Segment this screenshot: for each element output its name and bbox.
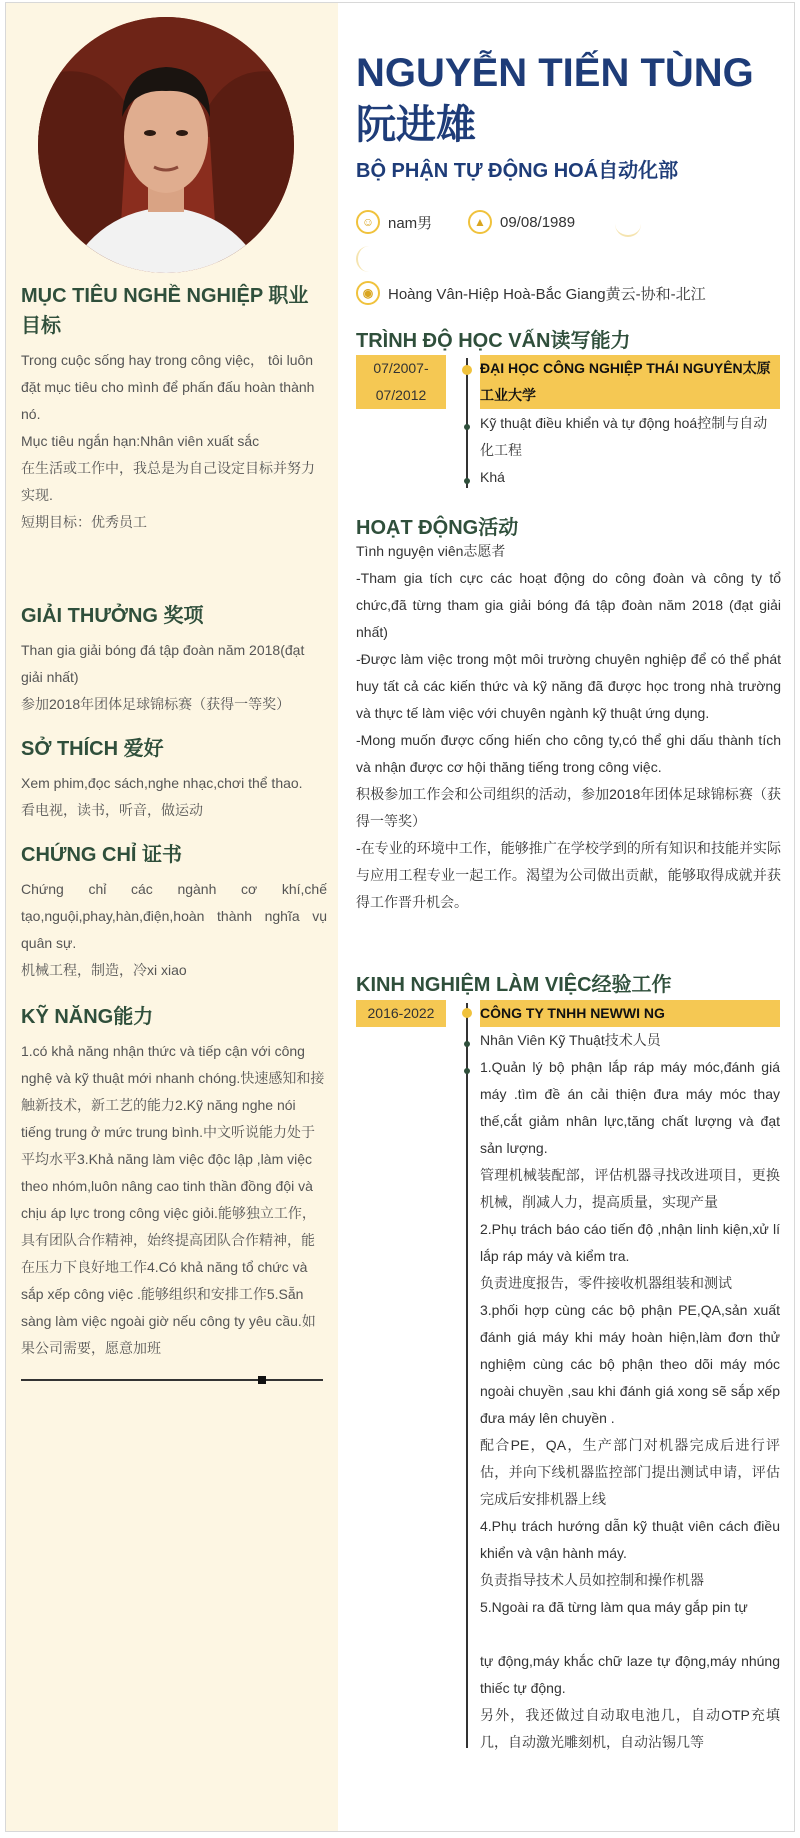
experience-title: KINH NGHIỆM LÀM VIỆC经验工作 [356, 974, 672, 996]
certificates-title: CHỨNG CHỈ 证书 [21, 844, 183, 866]
hobbies-line: Xem phim,đọc sách,nghe nhạc,chơi thể thao. [21, 775, 303, 791]
faded-icon [615, 211, 641, 237]
objective-line: Trong cuộc sống hay trong công việc， tôi luôn đặt mục tiêu cho mình để phấn đấu hoàn thành nó. [21, 352, 315, 422]
certificates-line: Chứng chỉ các ngành cơ khí,chế tạo,nguội,phay,hàn,điện,hoàn thành nghĩa vụ quân sự. [21, 881, 327, 951]
skill-level-bar [21, 1379, 323, 1381]
experience-detail-line: 3.phối hợp cùng các bộ phận PE,QA,sản xuất đánh giá máy khi máy hoàn hiện,làm đơn thử nghiệm cùng các bộ phận theo dõi máy móc ngoài chuyền ,sau khi đánh giá xong sẽ sắp xếp đưa máy lên chuyền . [480, 1302, 780, 1426]
education-title: TRÌNH ĐỘ HỌC VẤN读写能力 [356, 330, 631, 352]
gender-value: nam男 [388, 214, 433, 232]
skills-text: 1.có khả năng nhận thức và tiếp cận với công nghệ và kỹ thuật mới nhanh chóng.快速感知和接触新技术，新工艺的能力2.Kỹ năng nghe nói tiếng trung ở mức trung bình.中文听说能力处于平均水平3.Khả năng làm việc độc lập ,làm việc theo nhóm,luôn nâng cao tinh thần đồng đội và chịu áp lực trong công việc giỏi.能够独立工作，具有团队合作精神，始终提高团队合作精神，能在压力下良好地工作4.Có khả năng tổ chức và sắp xếp công việc .能够组织和安排工作5.Sẵn sàng làm việc ngoài giờ nếu công ty yêu cầu.如果公司需要，愿意加班 [21, 1043, 325, 1356]
education-major: Kỹ thuật điều khiển và tự động hoá控制与自动化工程 [480, 415, 768, 458]
awards-line: 参加2018年团体足球锦标赛（获得一等奖） [21, 696, 291, 712]
education-timeline-dot [464, 478, 470, 484]
experience-detail-line: 4.Phụ trách hướng dẫn kỹ thuật viên cách điều khiển và vận hành máy. [480, 1518, 780, 1561]
profile-photo [38, 17, 294, 273]
experience-detail-line: 负责进度报告，零件接收机器组装和测试 [480, 1275, 732, 1291]
education-timeline-dot [462, 365, 472, 375]
awards-section [21, 601, 327, 718]
experience-details [480, 1054, 780, 1756]
experience-timeline-dot [464, 1068, 470, 1074]
experience-timeline-dot [464, 1041, 470, 1047]
birthdate-value: 09/08/1989 [500, 213, 576, 231]
activity-line: 积极参加工作会和公司组织的活动，参加2018年团体足球锦标赛（获得一等奖） [356, 786, 781, 829]
education-grade: Khá [480, 469, 505, 485]
candidate-name: NGUYỄN TIẾN TÙNG阮进雄 [356, 51, 754, 147]
objective-section [21, 281, 327, 536]
education-timeline [466, 358, 468, 488]
faded-icon [356, 246, 382, 272]
person-icon: ☺ [356, 210, 380, 234]
experience-date: 2016-2022 [356, 1000, 446, 1027]
awards-line: Than gia giải bóng đá tập đoàn năm 2018(đạt giải nhất) [21, 642, 305, 685]
certificates-line: 机械工程，制造，冷xi xiao [21, 962, 187, 978]
resume-page [5, 2, 795, 1832]
experience-detail-line: 1.Quản lý bộ phận lắp ráp máy móc,đánh giá máy .tìm đề án cải thiện đưa máy móc thay thế,cắt giảm nhân lực,tăng chất lượng và đạt sản lượng. [480, 1059, 780, 1156]
sidebar [6, 3, 338, 1831]
experience-detail-line: tự động,máy khắc chữ laze tự động,máy nhúng thiếc tự động. [480, 1653, 780, 1696]
skills-title: KỸ NĂNG能力 [21, 1006, 154, 1028]
profile-photo-image [38, 17, 294, 273]
objective-title: MỤC TIÊU NGHỀ NGHIỆP 职业目标 [21, 285, 309, 337]
skills-section [21, 1002, 327, 1362]
department-title: BỘ PHẬN TỰ ĐỘNG HOÁ自动化部 [356, 160, 679, 182]
activity-line: -Mong muốn được cống hiến cho công ty,có thể ghi dấu thành tích và nhận được cơ hội thăng tiếng trong công việc. [356, 732, 781, 775]
experience-detail-line: 5.Ngoài ra đã từng làm qua máy gắp pin tự [480, 1599, 748, 1615]
experience-timeline-dot [462, 1008, 472, 1018]
gender-info [356, 210, 432, 234]
experience-detail-line: 配合PE，QA，生产部门对机器完成后进行评估，并向下线机器监控部门提出测试申请，评估完成后安排机器上线 [480, 1437, 780, 1507]
activity-line: -Được làm việc trong một môi trường chuyên nghiệp để có thể phát huy tất cả các kiến thức và kỹ năng đã được học trong nhà trường và thực tế làm việc với chuyên ngành kỹ thuật ứng dụng. [356, 651, 781, 721]
experience-detail-line: 另外，我还做过自动取电池几，自动OTP充填几，自动激光雕刻机，自动沾锡几等 [480, 1707, 780, 1750]
experience-position: Nhân Viên Kỹ Thuật技术人员 [480, 1032, 661, 1048]
skill-level-marker [258, 1376, 266, 1384]
hobbies-title: SỞ THÍCH 爱好 [21, 738, 164, 760]
education-timeline-dot [464, 424, 470, 430]
experience-detail-line: 2.Phụ trách báo cáo tiến độ ,nhận linh kiện,xử lí lắp ráp máy và kiểm tra. [480, 1221, 780, 1264]
experience-company: CÔNG TY TNHH NEWWI NG [480, 1000, 780, 1027]
activity-line: -Tham gia tích cực các hoạt động do công đoàn và công ty tổ chức,đã từng tham gia giải bóng đá tập đoàn năm 2018 (đạt giải nhất) [356, 570, 781, 640]
birthdate-info [468, 210, 575, 234]
main-column [338, 3, 794, 1831]
address-info [356, 281, 706, 305]
hobbies-section [21, 734, 327, 824]
objective-line: 短期目标：优秀员工 [21, 514, 147, 530]
activities-body [356, 538, 781, 916]
cake-icon: ▲ [468, 210, 492, 234]
experience-detail-line: 负责指导技术人员如控制和操作机器 [480, 1572, 704, 1588]
activity-line: -在专业的环境中工作，能够推广在学校学到的所有知识和技能并实际与应用工程专业一起工作。渴望为公司做出贡献，能够取得成就并获得工作晋升机会。 [356, 840, 781, 910]
location-icon: ◉ [356, 281, 380, 305]
certificates-section [21, 840, 327, 984]
education-date: 07/2007-07/2012 [356, 355, 446, 409]
experience-timeline [466, 1003, 468, 1748]
experience-detail-line: 管理机械装配部，评估机器寻找改进项目，更换机械，削减人力，提高质量，实现产量 [480, 1167, 780, 1210]
objective-line: Mục tiêu ngắn hạn:Nhân viên xuất sắc [21, 433, 260, 449]
activities-title: HOẠT ĐỘNG活动 [356, 517, 519, 539]
objective-line: 在生活或工作中，我总是为自己设定目标并努力实现. [21, 460, 315, 503]
activity-line: Tình nguyện viên志愿者 [356, 543, 506, 559]
education-school: ĐẠI HỌC CÔNG NGHIỆP THÁI NGUYÊN太原工业大学 [480, 355, 780, 409]
awards-title: GIẢI THƯỞNG 奖项 [21, 605, 204, 627]
address-value: Hoàng Vân-Hiệp Hoà-Bắc Giang黄云-协和-北江 [388, 285, 706, 303]
hobbies-line: 看电视，读书，听音，做运动 [21, 802, 203, 818]
